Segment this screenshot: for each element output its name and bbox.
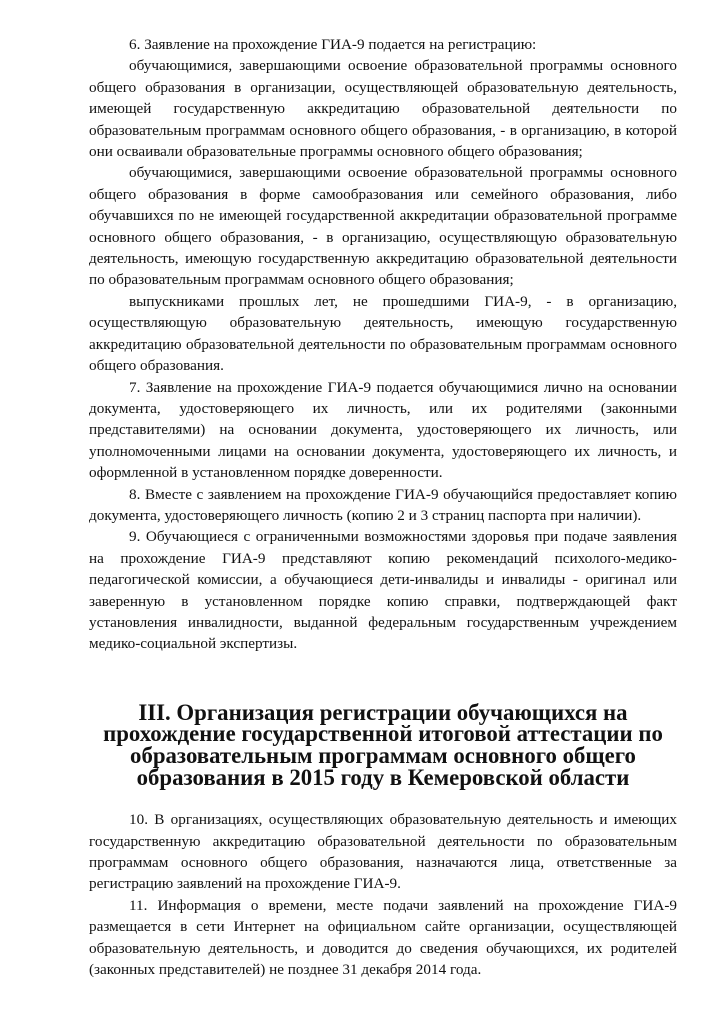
section-heading: III. Организация регистрации обучающихся на прохождение государственной итоговой аттестации по образовательным программам основного общего образования в 2015 году в Кемеровской области	[103, 699, 663, 790]
paragraph-6-item-2: обучающимися, завершающими освоение образовательной программы основного общего образования в форме самообразования или семейного образования, либо обучавшихся по не имеющей государственной аккредитации образовательной программе основного общего образования, - в организацию, осуществляющую образовательную деятельность, имеющую государственную аккредитацию образовательной деятельности по образовательным программам основного общего образования;	[89, 164, 677, 289]
paragraph-6-item-1: обучающимися, завершающими освоение образовательной программы основного общего образования в организации, осуществляющей образовательную деятельность, имеющей государственную аккредитацию образовательной деятельности по образовательным программам основного общего образования, - в организацию, в которой они осваивали образовательные программы основного общего образования;	[89, 57, 677, 161]
paragraph-8: 8. Вместе с заявлением на прохождение ГИА-9 обучающийся предоставляет копию документа, удостоверяющего личность (копию 2 и 3 страниц паспорта при наличии).	[89, 485, 677, 524]
paragraph-6: 6. Заявление на прохождение ГИА-9 подается на регистрацию:	[129, 36, 537, 53]
paragraph-11: 11. Информация о времени, месте подачи заявлений на прохождение ГИА-9 размещается в сети Интернет на официальном сайте организации, осуществляющей образовательную деятельность, и доводится до сведения обучающихся, их родителей (законных представителей) не позднее 31 декабря 2014 года.	[89, 896, 677, 978]
paragraph-6-item-3: выпускниками прошлых лет, не прошедшими ГИА-9, - в организацию, осуществляющую образовательную деятельность, имеющую государственную аккредитацию образовательной деятельности по образовательным программам основного общего образования.	[89, 292, 677, 375]
document-page	[89, 34, 677, 980]
paragraph-7: 7. Заявление на прохождение ГИА-9 подается обучающимися лично на основании документа, удостоверяющего их личность, или их родителями (законными представителями) на основании документа, удостоверяющего их личность, или уполномоченными лицами на основании документа, удостоверяющего их личность, и оформленной в установленном порядке доверенности.	[89, 378, 677, 482]
paragraph-10: 10. В организациях, осуществляющих образовательную деятельность и имеющих государственную аккредитацию образовательной деятельности по образовательным программам основного общего образования, назначаются лица, ответственные за регистрацию заявлений на прохождение ГИА-9.	[89, 811, 677, 893]
paragraph-9: 9. Обучающиеся с ограниченными возможностями здоровья при подаче заявления на прохождение ГИА-9 представляют копию рекомендаций психолого-медико-педагогической комиссии, а обучающиеся дети-инвалиды и инвалиды - оригинал или заверенную в установленном порядке копию справки, подтверждающей факт установления инвалидности, выданной федеральным государственным учреждением медико-социальной экспертизы.	[89, 528, 677, 653]
